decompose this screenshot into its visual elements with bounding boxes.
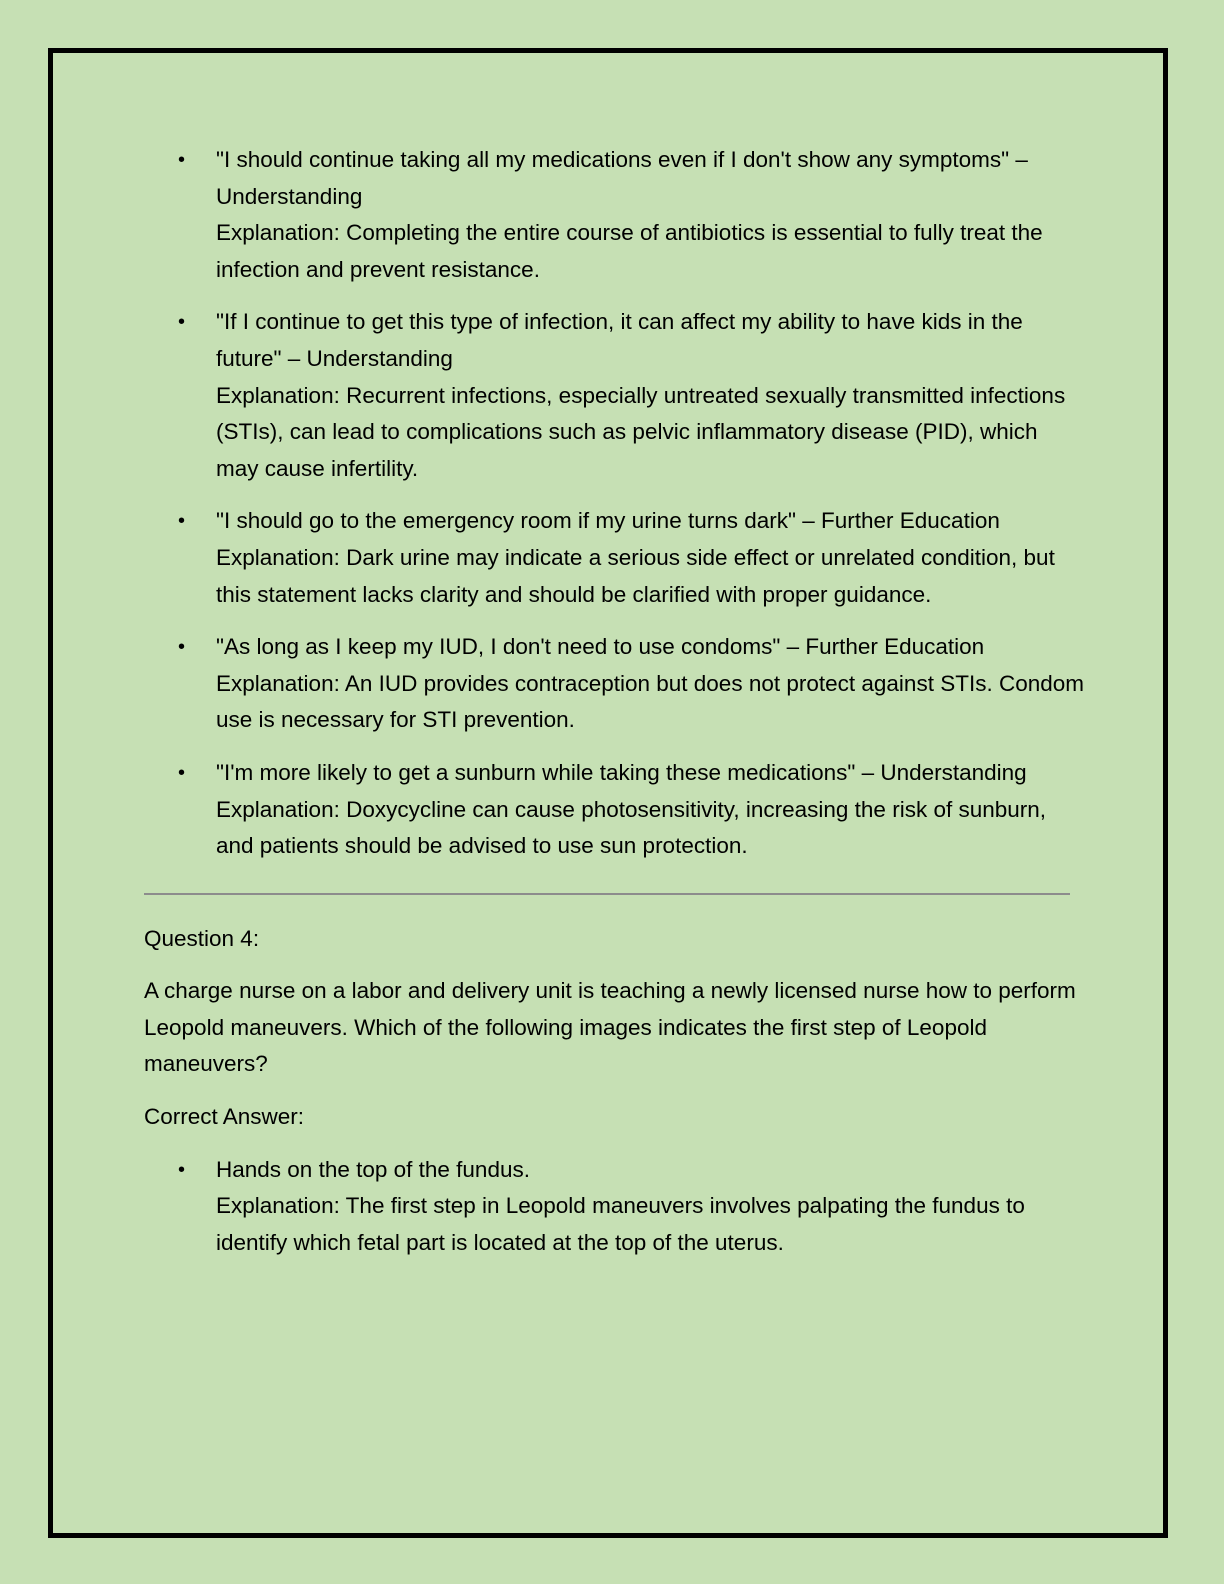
explanation-text: Explanation: Recurrent infections, especially untreated sexually transmitted infections (STIs), can lead to complications such as pelvic inflammatory disease (PID), which may cause infertility. xyxy=(216,382,1066,481)
explanation-text: Explanation: Dark urine may indicate a serious side effect or unrelated condition, but this statement lacks clarity and should be clarified with proper guidance. xyxy=(216,544,1055,607)
document-content xyxy=(144,142,1084,1277)
statement-text: • "As long as I keep my IUD, I don't need to use condoms" – Further Education xyxy=(216,634,985,660)
question-label: Question 4: xyxy=(144,925,260,951)
explanation-text: Explanation: Completing the entire course of antibiotics is essential to fully treat the infection and prevent resistance. xyxy=(216,220,1043,282)
list-item xyxy=(144,304,1084,487)
list-item xyxy=(144,1152,1084,1262)
explanation-text: Explanation: An IUD provides contraception but does not protect against STIs. Condom use is necessary for STI prevention. xyxy=(216,670,1084,733)
statement-text: • "If I continue to get this type of infection, it can affect my ability to have kids in the future" – Understanding xyxy=(216,309,1023,371)
answer-list xyxy=(144,1152,1084,1262)
list-item xyxy=(144,755,1084,865)
answer-statement: • Hands on the top of the fundus. xyxy=(216,1156,530,1182)
section-divider xyxy=(144,893,1070,895)
explanation-text: Explanation: Doxycycline can cause photosensitivity, increasing the risk of sunburn, and patients should be advised to use sun protection. xyxy=(216,796,1047,859)
answer-explanation: Explanation: The first step in Leopold maneuvers involves palpating the fundus to identify which fetal part is located at the top of the uterus. xyxy=(216,1193,1025,1255)
answer-label: Correct Answer: xyxy=(144,1104,305,1130)
statement-text: • "I'm more likely to get a sunburn while taking these medications" – Understanding xyxy=(216,759,1027,785)
statement-text: • "I should go to the emergency room if my urine turns dark" – Further Education xyxy=(216,508,1000,534)
question-text: A charge nurse on a labor and delivery unit is teaching a newly licensed nurse how to perform Leopold maneuvers. Which of the following images indicates the first step of Leopold maneuvers? xyxy=(144,978,1076,1077)
statement-text: • "I should continue taking all my medications even if I don't show any symptoms" – Understanding xyxy=(216,147,1028,209)
list-item xyxy=(144,629,1084,739)
list-item xyxy=(144,503,1084,613)
list-item xyxy=(144,142,1084,288)
statement-list xyxy=(144,142,1084,865)
